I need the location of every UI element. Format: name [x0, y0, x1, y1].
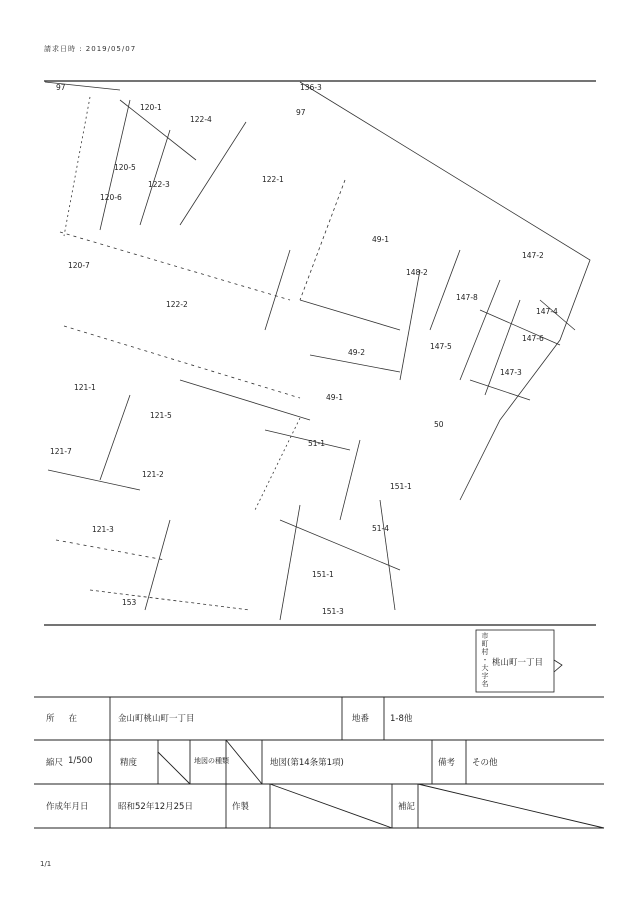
parcel-label: 147-6	[522, 334, 544, 343]
parcel-label: 50	[434, 420, 444, 429]
scale-value: 1/500	[68, 756, 93, 766]
precision-label: 精度	[120, 758, 138, 768]
number-label: 地番	[352, 714, 370, 724]
parcel-label: 120-7	[68, 261, 90, 270]
parcel-label: 147-3	[500, 368, 522, 377]
parcel-label: 151-3	[322, 607, 344, 616]
parcel-label: 121-2	[142, 470, 164, 479]
parcel-label: 49-1	[372, 235, 390, 244]
parcel-label: 147-4	[536, 307, 558, 316]
parcel-label: 120-5	[114, 163, 136, 172]
parcel-label: 151-1	[390, 482, 412, 491]
parcel-label: 147-2	[522, 251, 544, 260]
parcel-label: 136-3	[300, 83, 322, 92]
arrow-mark	[554, 660, 562, 672]
parcel-label: 148-2	[406, 268, 428, 277]
parcel-label: 121-7	[50, 447, 72, 456]
parcel-label: 153	[122, 598, 137, 607]
parcel-label: 147-5	[430, 342, 452, 351]
note-value: その他	[472, 758, 498, 768]
parcel-label: 121-1	[74, 383, 96, 392]
parcel-label: 122-4	[190, 115, 212, 124]
extra-label: 補記	[398, 802, 416, 812]
parcel-label: 121-5	[150, 411, 172, 420]
parcel-label: 51-4	[372, 524, 390, 533]
parcel-label: 97	[56, 83, 66, 92]
parcel-label: 49-1	[326, 393, 344, 402]
date-value: 昭和52年12月25日	[118, 802, 193, 812]
map-type-value: 地図(第14条第1項)	[270, 758, 344, 768]
parcel-label: 97	[296, 108, 306, 117]
parcel-label: 120-6	[100, 193, 122, 202]
parcel-label: 49-2	[348, 348, 366, 357]
parcel-label: 121-3	[92, 525, 114, 534]
parcel-label: 147-8	[456, 293, 478, 302]
note-label: 備考	[438, 758, 456, 768]
parcel-label: 122-3	[148, 180, 170, 189]
parcel-label: 51-1	[308, 439, 326, 448]
parcel-label: 151-1	[312, 570, 334, 579]
parcel-label: 122-2	[166, 300, 188, 309]
page-number: 1/1	[40, 860, 52, 868]
prep-label: 作製	[232, 802, 250, 812]
issue-date: 請求日時 : 2019/05/07	[44, 45, 137, 53]
map-type-label: 地図の種類	[194, 757, 229, 765]
scale-label: 縮尺	[46, 758, 64, 768]
parcel-label: 122-1	[262, 175, 284, 184]
date-label: 作成年月日	[46, 802, 89, 812]
location-value: 金山町桃山町一丁目	[118, 714, 195, 724]
area-box-value: 桃山町一丁目	[492, 658, 544, 668]
parcel-label: 120-1	[140, 103, 162, 112]
location-label: 所在	[46, 714, 92, 724]
area-box-vertical-label: 市町村・大字名	[481, 632, 489, 688]
number-value: 1-8他	[390, 714, 413, 724]
